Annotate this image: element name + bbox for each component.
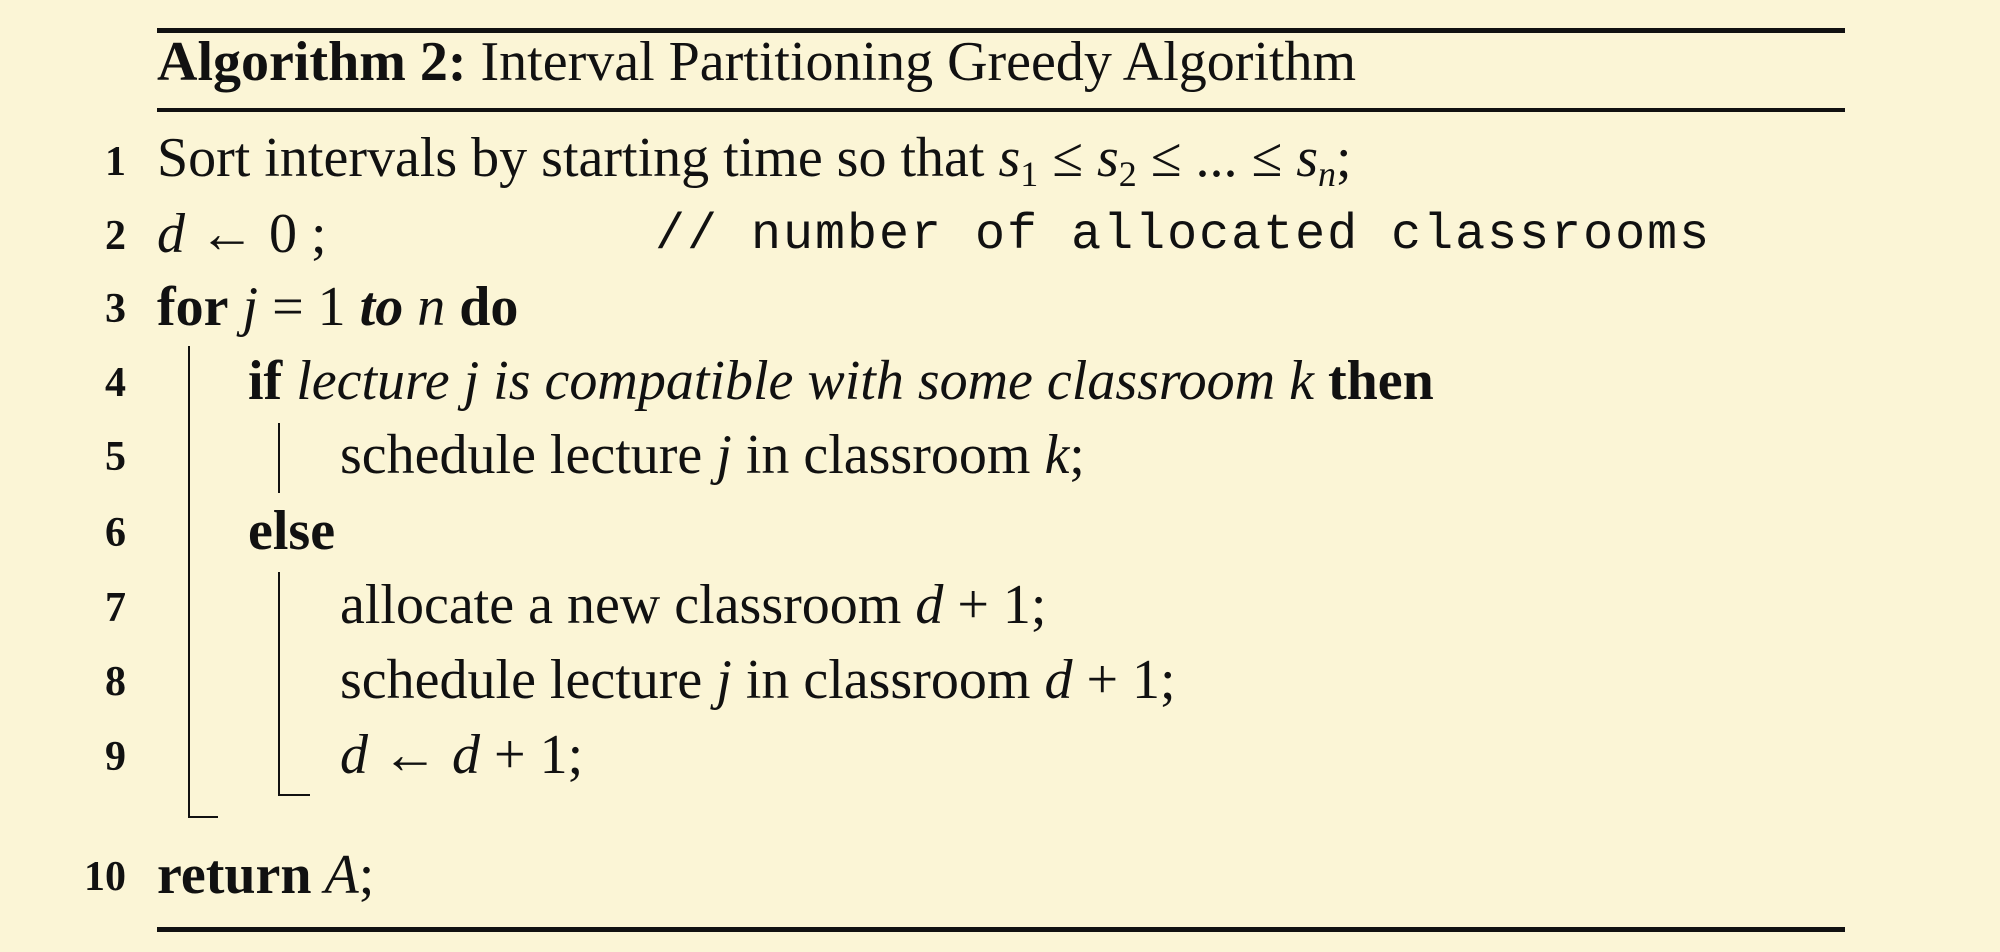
line-9 (340, 724, 584, 786)
for-block-end (188, 816, 218, 818)
line-5 (340, 424, 1085, 486)
line-2 (157, 203, 327, 265)
line-7 (340, 574, 1047, 636)
var-j: j (716, 649, 732, 711)
var-j: j (716, 424, 732, 486)
var-j: j (228, 276, 259, 338)
line-number: 2 (105, 213, 126, 259)
var-d: d (157, 203, 185, 265)
line-number: 6 (105, 510, 126, 556)
keyword-then: then (1327, 350, 1434, 412)
for-block-bar (188, 346, 190, 818)
line-number: 4 (105, 360, 126, 406)
keyword-else: else (248, 500, 336, 562)
line-1-text: Sort intervals by starting time so that (157, 127, 999, 189)
equals-one: = 1 (258, 276, 360, 338)
line-8-text: in classroom (731, 649, 1045, 711)
line-number: 10 (84, 854, 126, 900)
plus-one: + 1; (480, 724, 584, 786)
algorithm-caption (157, 31, 1357, 93)
line-3 (157, 276, 519, 338)
subscript-2: 2 (1118, 154, 1137, 194)
assign-zero: ← 0 ; (185, 203, 327, 265)
keyword-return: return (157, 844, 312, 906)
var-d: d (452, 724, 480, 786)
var-d: d (340, 724, 368, 786)
else-block-end (278, 794, 310, 796)
line-6 (248, 500, 336, 562)
else-block-bar (278, 572, 280, 796)
keyword-to: to (359, 276, 404, 338)
then-block-bar (278, 423, 280, 493)
keyword-do: do (459, 276, 519, 338)
leq-symbol: ≤ (1038, 127, 1097, 189)
line-number: 8 (105, 659, 126, 705)
leq-symbol: ≤ (1251, 127, 1297, 189)
caption-rule (157, 108, 1845, 112)
leq-symbol: ≤ (1136, 127, 1196, 189)
line-number: 7 (105, 585, 126, 631)
plus-one: + 1; (943, 574, 1047, 636)
line-number: 1 (105, 139, 126, 185)
keyword-for: for (157, 276, 229, 338)
line-10 (157, 844, 375, 906)
var-s: s (1296, 127, 1319, 189)
subscript-1: 1 (1020, 154, 1039, 194)
var-n: n (403, 276, 460, 338)
var-d: d (1044, 649, 1073, 711)
caption-title: Interval Partitioning Greedy Algorithm (480, 31, 1357, 93)
if-condition: lecture j is compatible with some classroom k (282, 350, 1328, 412)
line-2-comment: // number of allocated classrooms (655, 207, 1712, 264)
semicolon: ; (1069, 424, 1085, 486)
plus-one: + 1; (1072, 649, 1176, 711)
var-s: s (998, 127, 1021, 189)
line-number: 5 (105, 434, 126, 480)
line-5-text: schedule lecture (340, 424, 717, 486)
keyword-if: if (248, 350, 283, 412)
var-s: s (1096, 127, 1119, 189)
var-a: A (311, 844, 359, 906)
var-d: d (915, 574, 944, 636)
line-4 (248, 350, 1434, 412)
semicolon: ; (1336, 127, 1352, 189)
ellipsis: ... (1195, 127, 1252, 189)
bottom-rule (157, 927, 1845, 932)
line-1 (157, 127, 1352, 194)
var-k: k (1044, 424, 1070, 486)
line-number: 9 (105, 734, 126, 780)
subscript-n: n (1318, 154, 1337, 194)
caption-label: Algorithm 2: (157, 31, 467, 93)
line-7-text: allocate a new classroom (340, 574, 916, 636)
semicolon: ; (358, 844, 375, 906)
line-8 (340, 649, 1176, 711)
line-5-text: in classroom (731, 424, 1045, 486)
line-number: 3 (105, 286, 126, 332)
line-8-text: schedule lecture (340, 649, 717, 711)
assign-arrow: ← (368, 724, 452, 786)
